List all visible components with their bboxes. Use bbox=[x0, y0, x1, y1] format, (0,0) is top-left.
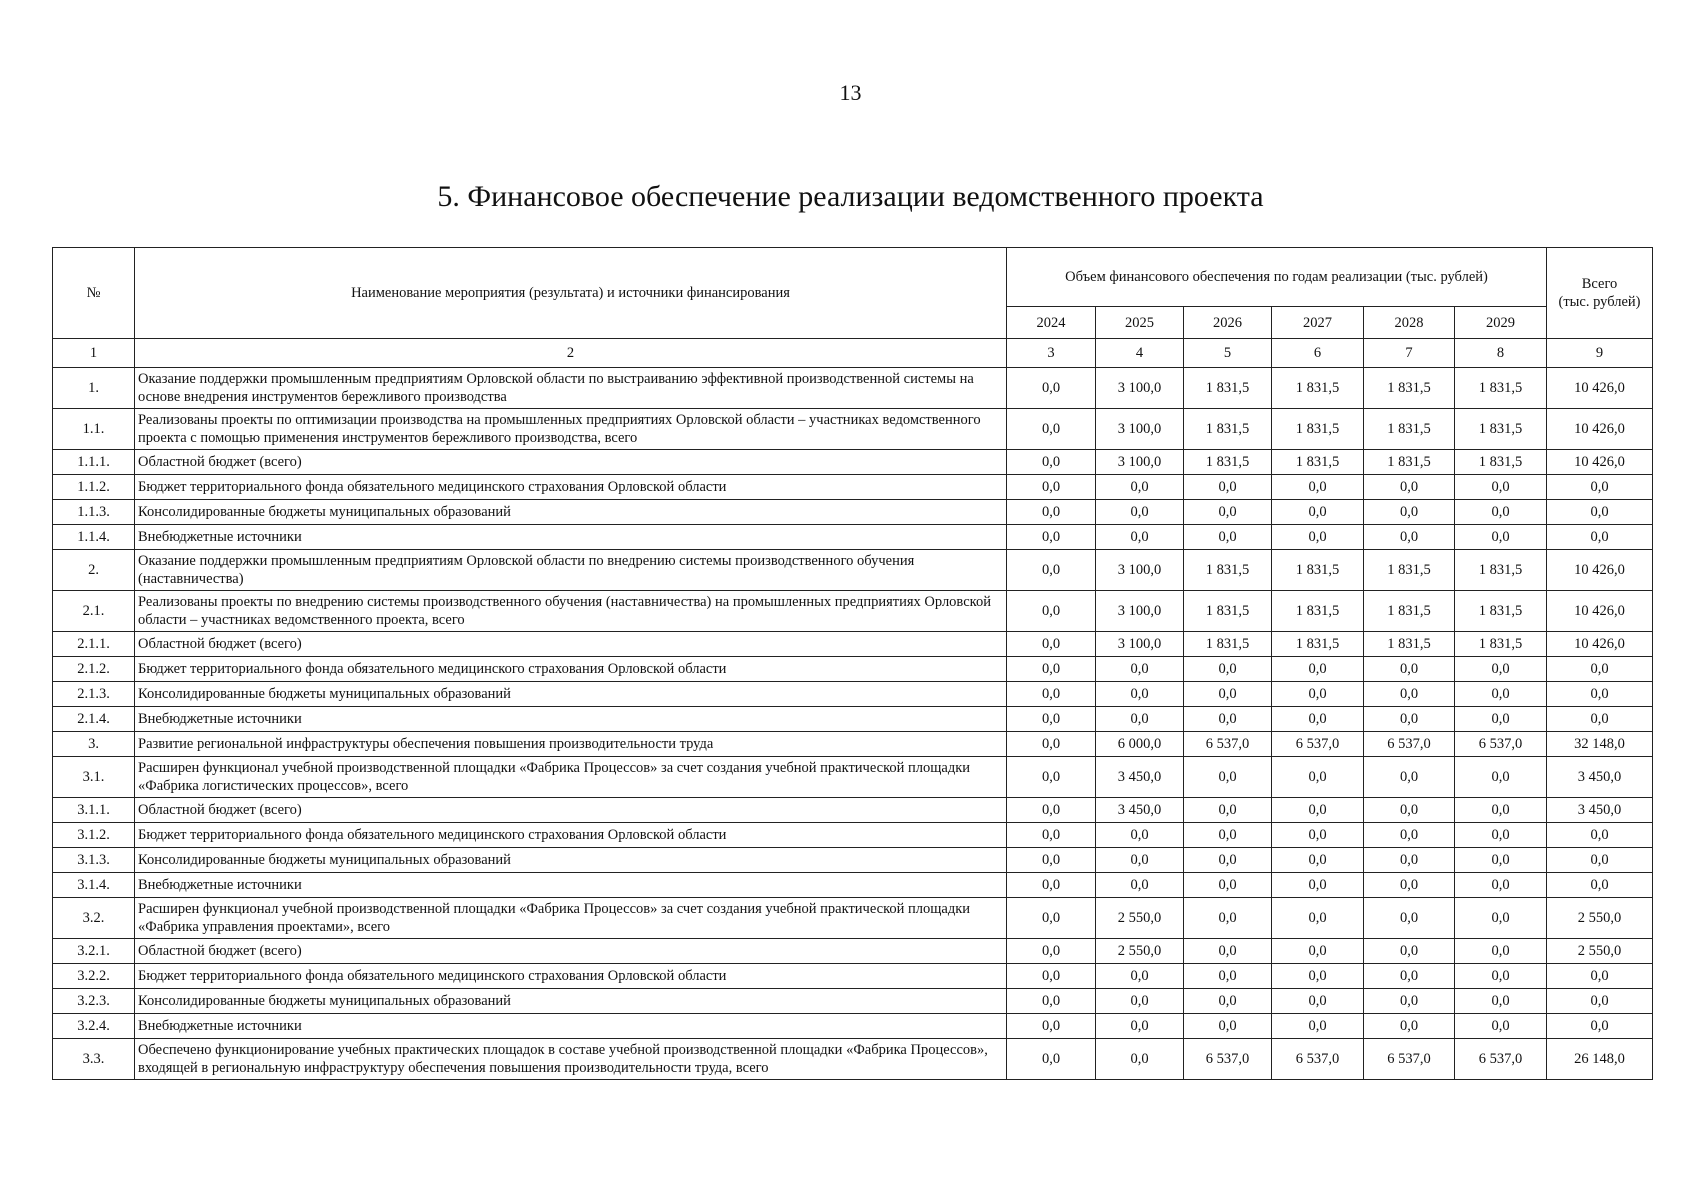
row-year-value: 1 831,5 bbox=[1272, 409, 1364, 450]
row-year-value: 0,0 bbox=[1455, 964, 1547, 989]
row-number: 3.2.1. bbox=[53, 939, 135, 964]
row-year-value: 1 831,5 bbox=[1364, 409, 1455, 450]
row-number: 1.1.1. bbox=[53, 450, 135, 475]
row-total: 0,0 bbox=[1547, 500, 1653, 525]
row-total: 10 426,0 bbox=[1547, 591, 1653, 632]
table-row bbox=[53, 450, 1653, 475]
table-row bbox=[53, 1014, 1653, 1039]
row-year-value: 2 550,0 bbox=[1096, 898, 1184, 939]
row-year-value: 0,0 bbox=[1096, 873, 1184, 898]
row-number: 3.1.2. bbox=[53, 823, 135, 848]
row-name: Консолидированные бюджеты муниципальных образований bbox=[135, 500, 1007, 525]
row-name: Расширен функционал учебной производственной площадки «Фабрика Процессов» за счет создания учебной практической площадки «Фабрика логистических процессов», всего bbox=[135, 757, 1007, 798]
row-year-value: 3 100,0 bbox=[1096, 591, 1184, 632]
row-year-value: 3 100,0 bbox=[1096, 409, 1184, 450]
row-year-value: 0,0 bbox=[1455, 707, 1547, 732]
row-number: 2.1.4. bbox=[53, 707, 135, 732]
row-year-value: 0,0 bbox=[1364, 939, 1455, 964]
row-total: 10 426,0 bbox=[1547, 409, 1653, 450]
row-year-value: 0,0 bbox=[1184, 939, 1272, 964]
row-year-value: 1 831,5 bbox=[1184, 591, 1272, 632]
header-total: Всего (тыс. рублей) bbox=[1547, 248, 1653, 339]
row-name: Обеспечено функционирование учебных практических площадок в составе учебной производственной площадки «Фабрика Процессов», входящей в региональную инфраструктуру обеспечения повышения производительности труда, всего bbox=[135, 1039, 1007, 1080]
row-total: 0,0 bbox=[1547, 657, 1653, 682]
row-total: 26 148,0 bbox=[1547, 1039, 1653, 1080]
row-total: 10 426,0 bbox=[1547, 632, 1653, 657]
row-total: 3 450,0 bbox=[1547, 757, 1653, 798]
row-name: Консолидированные бюджеты муниципальных образований bbox=[135, 682, 1007, 707]
row-year-value: 1 831,5 bbox=[1272, 450, 1364, 475]
row-year-value: 0,0 bbox=[1272, 798, 1364, 823]
row-year-value: 0,0 bbox=[1364, 657, 1455, 682]
row-year-value: 0,0 bbox=[1096, 1014, 1184, 1039]
row-year-value: 0,0 bbox=[1007, 898, 1096, 939]
row-year-value: 0,0 bbox=[1184, 475, 1272, 500]
row-year-value: 0,0 bbox=[1184, 848, 1272, 873]
row-year-value: 0,0 bbox=[1007, 1039, 1096, 1080]
section-title: 5. Финансовое обеспечение реализации ведомственного проекта bbox=[437, 180, 1264, 213]
row-year-value: 0,0 bbox=[1272, 500, 1364, 525]
row-year-value: 1 831,5 bbox=[1455, 591, 1547, 632]
header-no: № bbox=[53, 248, 135, 339]
table-body bbox=[53, 339, 1653, 1080]
row-year-value: 0,0 bbox=[1455, 798, 1547, 823]
row-name: Внебюджетные источники bbox=[135, 1014, 1007, 1039]
header-name: Наименование мероприятия (результата) и источники финансирования bbox=[135, 248, 1007, 339]
row-year-value: 0,0 bbox=[1455, 475, 1547, 500]
row-year-value: 0,0 bbox=[1007, 525, 1096, 550]
row-year-value: 0,0 bbox=[1007, 632, 1096, 657]
row-year-value: 0,0 bbox=[1272, 848, 1364, 873]
row-total: 0,0 bbox=[1547, 964, 1653, 989]
row-number: 2.1. bbox=[53, 591, 135, 632]
row-number: 2.1.1. bbox=[53, 632, 135, 657]
row-year-value: 0,0 bbox=[1455, 898, 1547, 939]
row-total: 0,0 bbox=[1547, 707, 1653, 732]
row-year-value: 0,0 bbox=[1364, 707, 1455, 732]
row-year-value: 1 831,5 bbox=[1364, 591, 1455, 632]
row-total: 0,0 bbox=[1547, 1014, 1653, 1039]
row-total: 0,0 bbox=[1547, 475, 1653, 500]
column-number: 4 bbox=[1096, 339, 1184, 368]
row-name: Реализованы проекты по оптимизации производства на промышленных предприятиях Орловской области – участниках ведомственного проекта с помощью применения инструментов бережливого производства, всего bbox=[135, 409, 1007, 450]
row-year-value: 1 831,5 bbox=[1455, 368, 1547, 409]
row-year-value: 0,0 bbox=[1184, 657, 1272, 682]
row-year-value: 0,0 bbox=[1007, 500, 1096, 525]
row-year-value: 1 831,5 bbox=[1272, 591, 1364, 632]
header-year: 2025 bbox=[1096, 307, 1184, 339]
row-year-value: 0,0 bbox=[1007, 450, 1096, 475]
row-year-value: 0,0 bbox=[1007, 939, 1096, 964]
row-year-value: 0,0 bbox=[1096, 682, 1184, 707]
row-year-value: 0,0 bbox=[1007, 873, 1096, 898]
table-row bbox=[53, 989, 1653, 1014]
row-year-value: 0,0 bbox=[1455, 848, 1547, 873]
row-year-value: 0,0 bbox=[1364, 757, 1455, 798]
column-number: 7 bbox=[1364, 339, 1455, 368]
row-year-value: 0,0 bbox=[1455, 657, 1547, 682]
table-row bbox=[53, 757, 1653, 798]
table-row bbox=[53, 368, 1653, 409]
row-year-value: 3 100,0 bbox=[1096, 632, 1184, 657]
row-name: Реализованы проекты по внедрению системы производственного обучения (наставничества) на промышленных предприятиях Орловской области – участниках ведомственного проекта, всего bbox=[135, 591, 1007, 632]
row-year-value: 0,0 bbox=[1184, 707, 1272, 732]
row-total: 0,0 bbox=[1547, 873, 1653, 898]
column-number: 9 bbox=[1547, 339, 1653, 368]
row-year-value: 1 831,5 bbox=[1364, 632, 1455, 657]
row-year-value: 0,0 bbox=[1272, 657, 1364, 682]
table-row bbox=[53, 848, 1653, 873]
row-number: 2. bbox=[53, 550, 135, 591]
row-number: 1. bbox=[53, 368, 135, 409]
row-year-value: 0,0 bbox=[1007, 409, 1096, 450]
row-year-value: 0,0 bbox=[1007, 757, 1096, 798]
row-year-value: 0,0 bbox=[1096, 475, 1184, 500]
row-number: 1.1.3. bbox=[53, 500, 135, 525]
row-number: 3.1.4. bbox=[53, 873, 135, 898]
row-name: Внебюджетные источники bbox=[135, 525, 1007, 550]
row-year-value: 1 831,5 bbox=[1272, 368, 1364, 409]
row-name: Внебюджетные источники bbox=[135, 707, 1007, 732]
table-row bbox=[53, 409, 1653, 450]
row-year-value: 0,0 bbox=[1364, 682, 1455, 707]
row-year-value: 0,0 bbox=[1364, 964, 1455, 989]
row-year-value: 1 831,5 bbox=[1455, 632, 1547, 657]
row-year-value: 0,0 bbox=[1007, 848, 1096, 873]
row-year-value: 0,0 bbox=[1096, 657, 1184, 682]
row-year-value: 0,0 bbox=[1096, 989, 1184, 1014]
row-number: 1.1. bbox=[53, 409, 135, 450]
row-year-value: 1 831,5 bbox=[1272, 632, 1364, 657]
row-name: Внебюджетные источники bbox=[135, 873, 1007, 898]
row-year-value: 0,0 bbox=[1184, 989, 1272, 1014]
row-year-value: 0,0 bbox=[1096, 525, 1184, 550]
header-year: 2026 bbox=[1184, 307, 1272, 339]
row-year-value: 0,0 bbox=[1007, 707, 1096, 732]
row-total: 10 426,0 bbox=[1547, 450, 1653, 475]
row-total: 0,0 bbox=[1547, 989, 1653, 1014]
row-year-value: 1 831,5 bbox=[1184, 632, 1272, 657]
row-number: 2.1.2. bbox=[53, 657, 135, 682]
table-row bbox=[53, 823, 1653, 848]
row-year-value: 3 100,0 bbox=[1096, 450, 1184, 475]
row-name: Областной бюджет (всего) bbox=[135, 450, 1007, 475]
row-year-value: 0,0 bbox=[1455, 823, 1547, 848]
table-row bbox=[53, 591, 1653, 632]
row-number: 3.2.2. bbox=[53, 964, 135, 989]
row-year-value: 0,0 bbox=[1007, 798, 1096, 823]
row-name: Расширен функционал учебной производственной площадки «Фабрика Процессов» за счет создания учебной практической площадки «Фабрика управления проектами», всего bbox=[135, 898, 1007, 939]
row-year-value: 0,0 bbox=[1007, 591, 1096, 632]
row-year-value: 6 537,0 bbox=[1272, 1039, 1364, 1080]
row-total: 0,0 bbox=[1547, 823, 1653, 848]
row-year-value: 0,0 bbox=[1455, 500, 1547, 525]
row-year-value: 0,0 bbox=[1455, 682, 1547, 707]
table-row bbox=[53, 475, 1653, 500]
page-number: 13 bbox=[839, 80, 862, 105]
row-total: 2 550,0 bbox=[1547, 939, 1653, 964]
row-year-value: 0,0 bbox=[1007, 550, 1096, 591]
row-year-value: 0,0 bbox=[1096, 1039, 1184, 1080]
row-year-value: 0,0 bbox=[1007, 657, 1096, 682]
row-total: 3 450,0 bbox=[1547, 798, 1653, 823]
row-year-value: 0,0 bbox=[1007, 989, 1096, 1014]
row-year-value: 0,0 bbox=[1007, 475, 1096, 500]
row-year-value: 1 831,5 bbox=[1364, 368, 1455, 409]
row-year-value: 0,0 bbox=[1364, 475, 1455, 500]
row-name: Развитие региональной инфраструктуры обеспечения повышения производительности труда bbox=[135, 732, 1007, 757]
table-row bbox=[53, 939, 1653, 964]
row-year-value: 1 831,5 bbox=[1455, 450, 1547, 475]
row-year-value: 1 831,5 bbox=[1184, 550, 1272, 591]
table-row bbox=[53, 632, 1653, 657]
row-year-value: 0,0 bbox=[1272, 525, 1364, 550]
table-row bbox=[53, 732, 1653, 757]
row-name: Оказание поддержки промышленным предприятиям Орловской области по внедрению системы производственного обучения (наставничества) bbox=[135, 550, 1007, 591]
row-year-value: 0,0 bbox=[1455, 1014, 1547, 1039]
row-total: 10 426,0 bbox=[1547, 550, 1653, 591]
row-year-value: 0,0 bbox=[1272, 1014, 1364, 1039]
row-name: Оказание поддержки промышленным предприятиям Орловской области по выстраиванию эффективной производственной системы на основе внедрения инструментов бережливого производства bbox=[135, 368, 1007, 409]
column-number: 8 bbox=[1455, 339, 1547, 368]
row-number: 3.2.4. bbox=[53, 1014, 135, 1039]
table-row bbox=[53, 798, 1653, 823]
row-total: 0,0 bbox=[1547, 525, 1653, 550]
row-year-value: 6 537,0 bbox=[1184, 732, 1272, 757]
row-number: 3.1.3. bbox=[53, 848, 135, 873]
row-name: Бюджет территориального фонда обязательного медицинского страхования Орловской области bbox=[135, 657, 1007, 682]
row-year-value: 2 550,0 bbox=[1096, 939, 1184, 964]
table-row bbox=[53, 964, 1653, 989]
row-number: 3.3. bbox=[53, 1039, 135, 1080]
row-year-value: 3 100,0 bbox=[1096, 368, 1184, 409]
row-name: Областной бюджет (всего) bbox=[135, 632, 1007, 657]
row-year-value: 6 000,0 bbox=[1096, 732, 1184, 757]
row-year-value: 0,0 bbox=[1184, 525, 1272, 550]
row-year-value: 0,0 bbox=[1455, 757, 1547, 798]
row-total: 10 426,0 bbox=[1547, 368, 1653, 409]
row-year-value: 0,0 bbox=[1364, 798, 1455, 823]
row-year-value: 0,0 bbox=[1455, 989, 1547, 1014]
row-number: 1.1.4. bbox=[53, 525, 135, 550]
row-year-value: 0,0 bbox=[1007, 732, 1096, 757]
column-number: 3 bbox=[1007, 339, 1096, 368]
row-year-value: 0,0 bbox=[1272, 475, 1364, 500]
table-row bbox=[53, 898, 1653, 939]
row-year-value: 0,0 bbox=[1364, 898, 1455, 939]
row-year-value: 0,0 bbox=[1184, 682, 1272, 707]
row-year-value: 0,0 bbox=[1364, 500, 1455, 525]
column-numbers-row bbox=[53, 339, 1653, 368]
row-number: 3.2. bbox=[53, 898, 135, 939]
table-row bbox=[53, 500, 1653, 525]
table-row bbox=[53, 550, 1653, 591]
column-number: 6 bbox=[1272, 339, 1364, 368]
row-name: Консолидированные бюджеты муниципальных образований bbox=[135, 989, 1007, 1014]
financing-table bbox=[52, 247, 1653, 1080]
row-year-value: 6 537,0 bbox=[1272, 732, 1364, 757]
row-year-value: 0,0 bbox=[1272, 757, 1364, 798]
row-number: 2.1.3. bbox=[53, 682, 135, 707]
row-year-value: 3 450,0 bbox=[1096, 798, 1184, 823]
row-year-value: 1 831,5 bbox=[1184, 368, 1272, 409]
row-year-value: 1 831,5 bbox=[1184, 409, 1272, 450]
row-name: Бюджет территориального фонда обязательного медицинского страхования Орловской области bbox=[135, 964, 1007, 989]
column-number: 2 bbox=[135, 339, 1007, 368]
row-year-value: 6 537,0 bbox=[1455, 732, 1547, 757]
row-year-value: 0,0 bbox=[1364, 989, 1455, 1014]
row-year-value: 0,0 bbox=[1007, 964, 1096, 989]
row-number: 3.2.3. bbox=[53, 989, 135, 1014]
row-year-value: 0,0 bbox=[1007, 1014, 1096, 1039]
row-number: 1.1.2. bbox=[53, 475, 135, 500]
row-number: 3.1. bbox=[53, 757, 135, 798]
row-year-value: 6 537,0 bbox=[1455, 1039, 1547, 1080]
table-row bbox=[53, 1039, 1653, 1080]
row-name: Бюджет территориального фонда обязательного медицинского страхования Орловской области bbox=[135, 823, 1007, 848]
table-row bbox=[53, 682, 1653, 707]
row-year-value: 3 100,0 bbox=[1096, 550, 1184, 591]
row-year-value: 0,0 bbox=[1455, 525, 1547, 550]
table-row bbox=[53, 873, 1653, 898]
row-year-value: 0,0 bbox=[1272, 682, 1364, 707]
row-year-value: 0,0 bbox=[1184, 798, 1272, 823]
row-year-value: 0,0 bbox=[1096, 500, 1184, 525]
header-year: 2029 bbox=[1455, 307, 1547, 339]
row-year-value: 0,0 bbox=[1272, 873, 1364, 898]
row-year-value: 1 831,5 bbox=[1184, 450, 1272, 475]
row-year-value: 6 537,0 bbox=[1184, 1039, 1272, 1080]
row-year-value: 0,0 bbox=[1007, 368, 1096, 409]
row-year-value: 0,0 bbox=[1184, 873, 1272, 898]
header-volume: Объем финансового обеспечения по годам реализации (тыс. рублей) bbox=[1007, 248, 1547, 307]
row-year-value: 3 450,0 bbox=[1096, 757, 1184, 798]
header-year: 2028 bbox=[1364, 307, 1455, 339]
column-number: 5 bbox=[1184, 339, 1272, 368]
row-year-value: 0,0 bbox=[1272, 898, 1364, 939]
row-name: Областной бюджет (всего) bbox=[135, 798, 1007, 823]
row-year-value: 1 831,5 bbox=[1455, 550, 1547, 591]
row-total: 0,0 bbox=[1547, 848, 1653, 873]
row-year-value: 0,0 bbox=[1364, 873, 1455, 898]
row-year-value: 6 537,0 bbox=[1364, 1039, 1455, 1080]
row-year-value: 0,0 bbox=[1096, 848, 1184, 873]
row-year-value: 0,0 bbox=[1455, 939, 1547, 964]
row-year-value: 0,0 bbox=[1184, 898, 1272, 939]
row-year-value: 0,0 bbox=[1096, 964, 1184, 989]
row-year-value: 0,0 bbox=[1272, 707, 1364, 732]
row-year-value: 0,0 bbox=[1272, 823, 1364, 848]
row-year-value: 0,0 bbox=[1184, 757, 1272, 798]
row-year-value: 0,0 bbox=[1272, 939, 1364, 964]
row-total: 32 148,0 bbox=[1547, 732, 1653, 757]
row-year-value: 0,0 bbox=[1184, 964, 1272, 989]
row-year-value: 0,0 bbox=[1455, 873, 1547, 898]
table-row bbox=[53, 707, 1653, 732]
row-year-value: 0,0 bbox=[1184, 500, 1272, 525]
row-name: Областной бюджет (всего) bbox=[135, 939, 1007, 964]
header-year: 2027 bbox=[1272, 307, 1364, 339]
table-row bbox=[53, 525, 1653, 550]
row-year-value: 1 831,5 bbox=[1364, 550, 1455, 591]
row-year-value: 0,0 bbox=[1007, 682, 1096, 707]
row-year-value: 0,0 bbox=[1364, 848, 1455, 873]
row-year-value: 0,0 bbox=[1364, 1014, 1455, 1039]
row-year-value: 0,0 bbox=[1184, 823, 1272, 848]
row-year-value: 0,0 bbox=[1364, 525, 1455, 550]
row-year-value: 1 831,5 bbox=[1272, 550, 1364, 591]
row-year-value: 1 831,5 bbox=[1364, 450, 1455, 475]
row-total: 2 550,0 bbox=[1547, 898, 1653, 939]
row-year-value: 1 831,5 bbox=[1455, 409, 1547, 450]
column-number: 1 bbox=[53, 339, 135, 368]
row-year-value: 0,0 bbox=[1364, 823, 1455, 848]
row-name: Бюджет территориального фонда обязательного медицинского страхования Орловской области bbox=[135, 475, 1007, 500]
row-year-value: 0,0 bbox=[1272, 989, 1364, 1014]
row-number: 3. bbox=[53, 732, 135, 757]
row-year-value: 0,0 bbox=[1272, 964, 1364, 989]
row-year-value: 0,0 bbox=[1007, 823, 1096, 848]
row-name: Консолидированные бюджеты муниципальных образований bbox=[135, 848, 1007, 873]
row-total: 0,0 bbox=[1547, 682, 1653, 707]
row-number: 3.1.1. bbox=[53, 798, 135, 823]
row-year-value: 0,0 bbox=[1096, 707, 1184, 732]
row-year-value: 6 537,0 bbox=[1364, 732, 1455, 757]
row-year-value: 0,0 bbox=[1184, 1014, 1272, 1039]
row-year-value: 0,0 bbox=[1096, 823, 1184, 848]
table-row bbox=[53, 657, 1653, 682]
header-year: 2024 bbox=[1007, 307, 1096, 339]
